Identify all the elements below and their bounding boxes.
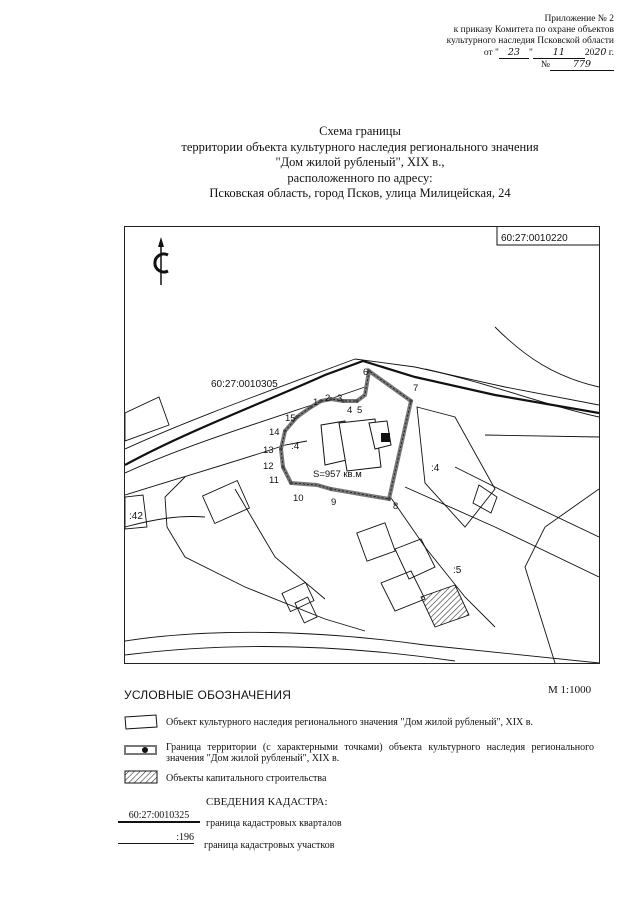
legend-title: УСЛОВНЫЕ ОБОЗНАЧЕНИЯ bbox=[124, 688, 292, 702]
cadastre-row-parcel bbox=[118, 832, 418, 850]
legend-item-object bbox=[124, 714, 594, 730]
north-arrow-icon bbox=[155, 237, 168, 285]
point-label-11: 11 bbox=[269, 475, 279, 486]
parcel-label-4-right: :4 bbox=[431, 463, 440, 474]
point-label-9: 9 bbox=[331, 497, 337, 508]
map-canvas bbox=[125, 227, 599, 663]
legend-item-capital bbox=[124, 770, 594, 786]
point-label-6: 6 bbox=[363, 367, 369, 378]
point-label-7: 7 bbox=[413, 383, 419, 394]
parcel-label-42: :42 bbox=[129, 511, 143, 522]
map-frame bbox=[124, 226, 600, 664]
legend-text-object: Объект культурного наследия регионального значения "Дом жилой рубленый", XIX в. bbox=[166, 717, 534, 728]
appendix-number-value: 779 bbox=[550, 59, 614, 71]
title-line2: территории объекта культурного наследия регионального значения bbox=[181, 139, 539, 154]
heritage-object-symbol-icon bbox=[124, 714, 158, 730]
appendix-number: № 779 bbox=[374, 59, 614, 71]
parcel-right-4 bbox=[417, 407, 497, 527]
legend-text-capital: Объекты капитального строительства bbox=[166, 773, 327, 784]
map-scale: М 1:1000 bbox=[548, 684, 592, 696]
quarter-label-w: 60:27:0010305 bbox=[211, 379, 278, 390]
document-title bbox=[0, 124, 640, 202]
appendix-line3: культурного наследия Псковской области bbox=[446, 36, 614, 46]
appendix-line2: к приказу Комитета по охране объектов bbox=[453, 25, 614, 35]
appendix-year: 20 bbox=[594, 47, 607, 58]
parcel-label-5: :5 bbox=[453, 565, 462, 576]
legend-text-boundary: Граница территории (с характерными точками) объекта культурного наследия регионального значения "Дом жилой рубленый", XIX в. bbox=[166, 742, 594, 764]
cadastre-quarter-desc: граница кадастровых кварталов bbox=[206, 818, 342, 829]
appendix-line1: Приложение № 2 bbox=[544, 14, 614, 24]
title-line3: "Дом жилой рубленый", XIX в., bbox=[275, 155, 445, 169]
area-label: S=957 кв.м bbox=[313, 469, 362, 480]
cadastre-row-quarter bbox=[118, 810, 418, 828]
point-label-14: 14 bbox=[269, 427, 280, 438]
heritage-marker bbox=[381, 433, 390, 442]
boundary-symbol-icon bbox=[124, 744, 158, 756]
point-label-5: 5 bbox=[357, 405, 363, 416]
appendix-date: от " 23 " 11 2020 г. bbox=[483, 47, 614, 58]
capital-building-symbol-icon bbox=[124, 770, 158, 784]
heritage-building bbox=[321, 419, 391, 471]
legend-item-boundary bbox=[124, 740, 594, 768]
point-label-2: 2 bbox=[325, 393, 331, 404]
point-label-1: 1 bbox=[313, 397, 319, 408]
point-label-3: 3 bbox=[337, 393, 343, 404]
point-label-4: 4 bbox=[347, 405, 353, 416]
point-label-12: 12 bbox=[263, 461, 274, 472]
point-label-10: 10 bbox=[293, 493, 304, 504]
quarter-label-ne: 60:27:0010220 bbox=[501, 233, 568, 244]
point-label-8: 8 bbox=[393, 501, 399, 512]
appendix-day: 23 bbox=[499, 47, 529, 59]
point-label-15: 15 bbox=[285, 413, 296, 424]
parcel-label-4-left: :4 bbox=[291, 441, 300, 452]
title-line1: Схема границы bbox=[319, 124, 401, 138]
appendix-header bbox=[374, 14, 614, 71]
cadastre-quarter-sample: 60:27:0010325 bbox=[118, 810, 200, 823]
title-line5: Псковская область, город Псков, улица Милицейская, 24 bbox=[209, 186, 511, 200]
cadastre-parcel-desc: граница кадастровых участков bbox=[204, 840, 335, 851]
appendix-month: 11 bbox=[533, 47, 585, 59]
capital-building-hatched bbox=[421, 585, 469, 627]
cadastre-parcel-sample: :196 bbox=[118, 832, 194, 844]
point-label-13: 13 bbox=[263, 445, 274, 456]
cadastre-title: СВЕДЕНИЯ КАДАСТРА: bbox=[206, 796, 328, 808]
title-line4: расположенного по адресу: bbox=[287, 170, 433, 185]
